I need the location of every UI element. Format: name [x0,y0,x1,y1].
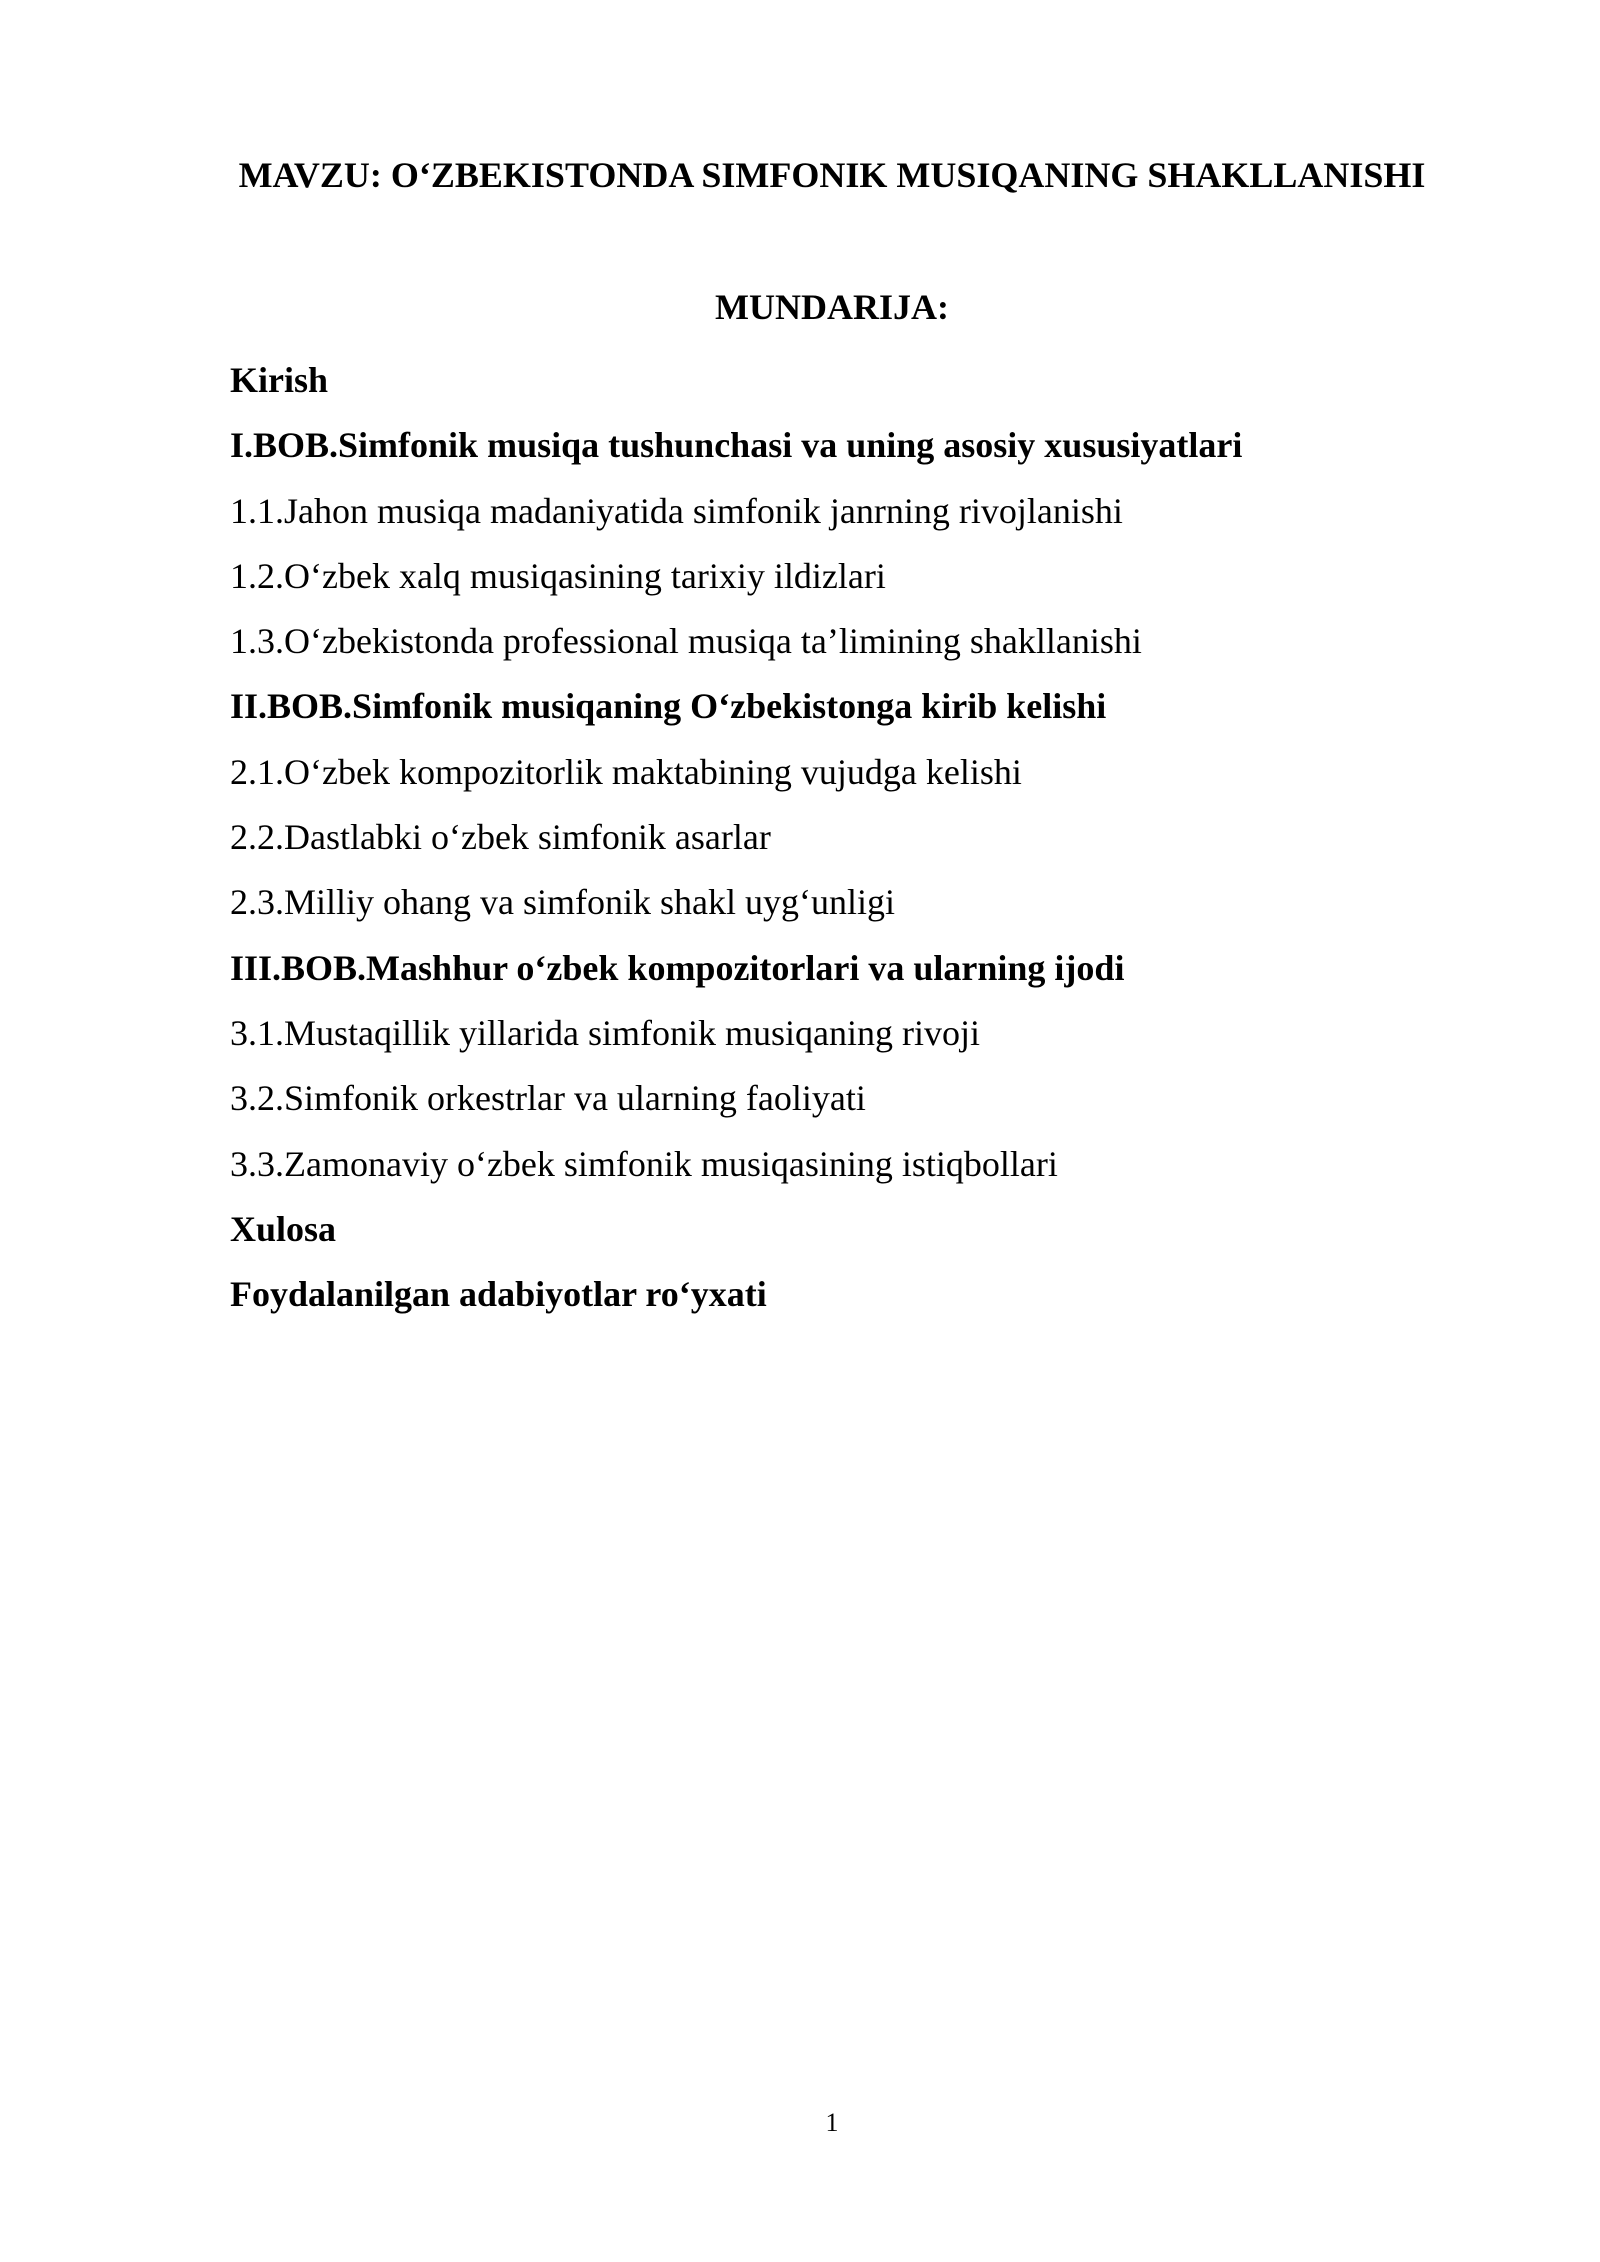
toc-item: Foydalanilgan adabiyotlar ro‘yxati [230,1274,767,1315]
toc-item: 3.3.Zamonaviy o‘zbek simfonik musiqasining istiqbollari [230,1143,1058,1184]
table-of-contents [230,348,1242,1327]
toc-item: 1.1.Jahon musiqa madaniyatida simfonik janrning rivojlanishi [230,490,1123,531]
toc-item: 1.2.O‘zbek xalq musiqasining tarixiy ildizlari [230,555,886,596]
toc-item: 2.1.O‘zbek kompozitorlik maktabining vujudga kelishi [230,751,1022,792]
toc-item: 1.3.O‘zbekistonda professional musiqa ta’limining shakllanishi [230,621,1142,662]
document-title: MAVZU: O‘ZBEKISTONDA SIMFONIK MUSIQANING SHAKLLANISHI [238,155,1426,195]
toc-item: Kirish [230,360,329,400]
toc-item: 3.1.Mustaqillik yillarida simfonik musiqaning rivoji [230,1012,980,1053]
toc-item: I.BOB.Simfonik musiqa tushunchasi va uning asosiy xususiyatlari [230,425,1243,466]
toc-item: 3.2.Simfonik orkestrlar va ularning faoliyati [230,1078,866,1119]
toc-heading: MUNDARIJA: [715,287,949,327]
toc-item: 2.2.Dastlabki o‘zbek simfonik asarlar [230,817,771,858]
toc-item: II.BOB.Simfonik musiqaning O‘zbekistonga kirib kelishi [230,686,1107,727]
page-number: 1 [825,2108,839,2137]
toc-item: Xulosa [230,1208,337,1249]
toc-item: 2.3.Milliy ohang va simfonik shakl uyg‘unligi [230,882,895,923]
toc-item: III.BOB.Mashhur o‘zbek kompozitorlari va ularning ijodi [230,947,1125,988]
